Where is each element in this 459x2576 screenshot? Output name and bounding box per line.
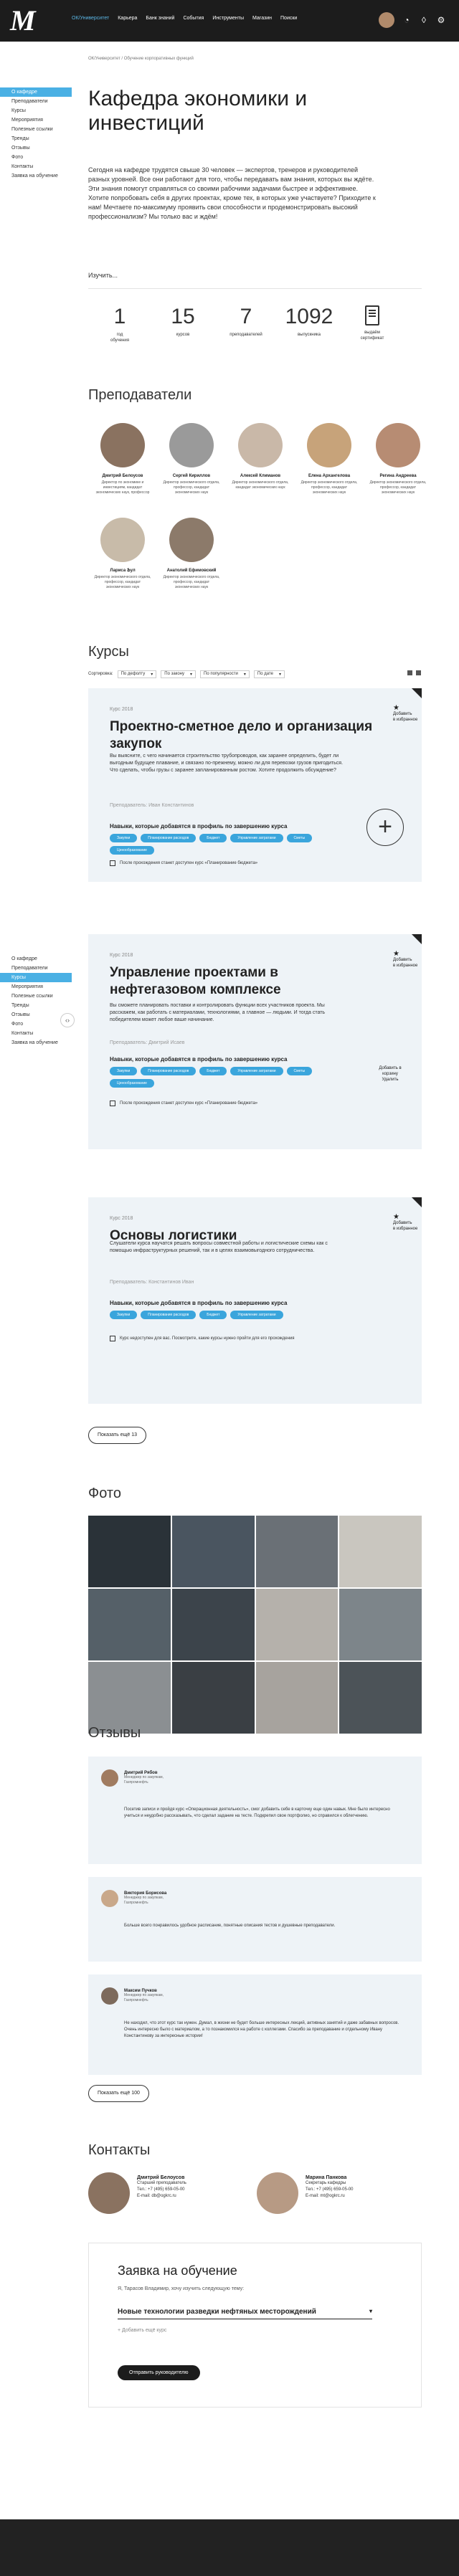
course-desc: Слушатели курса научатся решать вопросы совместной работы и логистические схемы как с помощью инфраструктурных решений, так и в целях взаимовыгодного сотрудничества. [110, 1241, 328, 1253]
logo[interactable]: М [10, 4, 36, 37]
lock-icon [110, 860, 115, 866]
skill-tag[interactable]: Закупки [110, 834, 137, 842]
stat-item [88, 304, 151, 343]
review-role: Менеджер по закупкам, Газпромнефть [124, 1775, 164, 1784]
skill-tag[interactable]: Закупки [110, 1311, 137, 1319]
stats [88, 304, 404, 343]
gallery-photo[interactable] [172, 1589, 255, 1660]
bell-icon[interactable]: ◔ [404, 15, 410, 25]
gallery-photo[interactable] [172, 1516, 255, 1587]
contacts-heading: Контакты [88, 2142, 151, 2158]
sort-select[interactable] [200, 670, 250, 678]
chevron-down-icon: ▾ [369, 2308, 372, 2314]
form-label: Я, Тарасов Владимир, хочу изучить следующую тему: [118, 2286, 245, 2291]
course-card[interactable] [88, 688, 422, 882]
contact-card [88, 2172, 217, 2214]
review-avatar [101, 1890, 118, 1907]
star-icon: ★ [393, 704, 399, 712]
contact-card [257, 2172, 386, 2214]
add-course-button[interactable]: + [366, 809, 404, 846]
certificate-icon [365, 305, 379, 325]
reviews-heading: Отзывы [88, 1725, 141, 1741]
review-author-info [124, 1989, 181, 2003]
top-bar [0, 0, 459, 42]
course-footnote-text: После прохождения станет доступен курс «Планирование бюджета» [120, 861, 258, 865]
teacher-name: Анатолий Ефимовский [166, 569, 217, 573]
sidebar-item[interactable]: Отзывы [11, 146, 30, 151]
teacher-card[interactable] [88, 518, 157, 612]
add-favorite-label: Добавить в избранное [393, 712, 418, 722]
grid-view-icon[interactable] [407, 670, 412, 675]
submit-button[interactable]: Отправить руководителю [118, 2365, 200, 2380]
chevron-down-icon: ▾ [278, 672, 281, 677]
sort-option: По дефолту [120, 671, 146, 676]
nav-item[interactable]: Магазин [252, 16, 273, 21]
skill-tag[interactable]: Ценообразование [110, 1079, 154, 1088]
skill-tags [110, 1067, 346, 1088]
sort-label: Сортировка: [88, 672, 113, 676]
course-footnote-text: Курс недоступен для вас. Посмотрите, какие курсы нужно пройти для его прохождения [120, 1336, 295, 1341]
gallery-photo[interactable] [339, 1589, 422, 1660]
teacher-photo [169, 423, 214, 467]
sort-select[interactable] [161, 670, 196, 678]
teacher-name: Сергей Кириллов [172, 474, 211, 478]
review-card [88, 1974, 422, 2075]
sidebar-item[interactable]: Тренды [11, 136, 29, 141]
teacher-desc: Директор экономического отдела, профессор, кандидат экономических наук [301, 480, 358, 495]
intro-text: Сегодня на кафедре трудятся свыше 30 человек — экспертов, тренеров и руководителей разных уровней. Все они работают для того, чтобы передавать вам знания, которых вы ждёте. Эти знания помогут справляться со своими рабочими задачами быстрее и эффективнее. Хотите попробовать себя в других проектах, кроме тех, в которых уже участвуете? Приходите к нам! Мечтаете по-максимуму проявить свои способности и продемонстрировать высокий профессионализм? Мы только вас и ждём! [88, 166, 376, 220]
contact-phone[interactable]: Тел.: +7 (495) 659-05-00 [306, 2187, 354, 2192]
course-card[interactable] [88, 1197, 422, 1404]
review-name: Виктория Борисова [124, 1891, 167, 1896]
teacher-desc: Директор экономического отдела, профессор, кандидат экономических наук [163, 575, 220, 589]
teacher-photo [100, 423, 145, 467]
application-form [88, 2243, 422, 2408]
teacher-photo [307, 423, 351, 467]
sort-select[interactable] [254, 670, 285, 678]
gallery-photo[interactable] [339, 1662, 422, 1734]
contact-role: Секретарь кафедры [306, 2181, 346, 2185]
stat-label: курсов [176, 333, 190, 337]
review-text: Не находил, что этот курс так нужен. Думал, в жизни не будет больше интересных лекций, активных занятий и даже забавных вопросов. Очень интересно было с материалом, а то познакомился на работе с коллегами. Спасибо за преподавание и отдельному Ивану Константинову за интересные истории! [124, 2021, 399, 2038]
sort-option: По закону [164, 671, 184, 676]
course-year: Курс 2018 [110, 707, 133, 712]
review-card [88, 1757, 422, 1864]
stat-item [151, 304, 214, 343]
contact-email[interactable]: E-mail: db@ogkrc.ru [137, 2194, 176, 2198]
review-author [101, 1890, 181, 1907]
skill-tag[interactable]: Закупки [110, 1067, 137, 1075]
sidebar-nav [0, 87, 72, 181]
gallery-photo[interactable] [256, 1662, 339, 1734]
breadcrumb[interactable]: ОК/Университет / Обучение корпоративных функций [88, 57, 194, 61]
teacher-card[interactable] [157, 518, 226, 612]
skill-tag[interactable]: Планирование расходов [141, 834, 196, 842]
gallery-photo[interactable] [88, 1516, 171, 1587]
show-more-reviews-button[interactable]: Показать ещё 100 [88, 2085, 149, 2102]
course-footnote-text: После прохождения станет доступен курс «Планирование бюджета» [120, 1101, 258, 1106]
review-name: Максим Пучков [124, 1989, 157, 1993]
skill-tag[interactable]: Планирование расходов [141, 1311, 196, 1319]
sidebar-item[interactable]: Фото [11, 1022, 24, 1027]
sidebar-item[interactable]: Полезные ссылки [11, 994, 53, 999]
sidebar-item[interactable]: Фото [11, 155, 24, 160]
teacher-card[interactable] [364, 423, 432, 518]
sidebar-item[interactable]: Контакты [11, 1031, 34, 1036]
favorite-corner-icon [412, 934, 422, 944]
nav-item[interactable]: Поиски [280, 16, 298, 21]
user-avatar[interactable] [379, 12, 394, 28]
stat-item [341, 304, 404, 343]
skills-heading: Навыки, которые добавятся в профиль по завершению курса [110, 1300, 288, 1306]
stat-label: выдаём сертификат [360, 331, 384, 341]
nav-item[interactable]: ОК/Университет [72, 16, 110, 21]
gallery-photo[interactable] [339, 1516, 422, 1587]
course-title[interactable]: Управление проектами в нефтегазовом комплексе [110, 965, 281, 997]
teachers-heading: Преподаватели [88, 387, 192, 403]
review-role: Менеджер по закупкам, Газпромнефть [124, 1993, 164, 2002]
favorite-corner-icon [412, 688, 422, 698]
course-year: Курс 2018 [110, 1216, 133, 1221]
sidebar-item[interactable]: Полезные ссылки [11, 127, 53, 132]
nav-item[interactable]: Инструменты [212, 16, 244, 21]
contact-role: Старший преподаватель [137, 2181, 186, 2185]
sidebar-item[interactable]: Отзывы [11, 1012, 30, 1017]
more-link[interactable]: Изучить... [88, 272, 118, 279]
form-heading: Заявка на обучение [118, 2263, 237, 2278]
skill-tag[interactable]: Бюджет [199, 1067, 227, 1075]
list-view-icon[interactable] [416, 670, 421, 675]
drop-icon[interactable]: ◊ [422, 15, 426, 25]
stat-item [214, 304, 278, 343]
sidebar-item[interactable]: Курсы [11, 108, 26, 113]
chevron-down-icon: ▾ [190, 672, 193, 677]
star-icon: ★ [393, 950, 399, 958]
gear-icon[interactable]: ⚙ [437, 15, 445, 25]
course-footnote [110, 1336, 295, 1341]
skill-tags [110, 834, 346, 855]
sidebar-nav-sticky [0, 954, 72, 1047]
course-title[interactable]: Основы логистики [110, 1228, 237, 1243]
review-role: Менеджер по закупкам, Газпромнефть [124, 1896, 164, 1905]
add-favorite-label: Добавить в избранное [393, 1221, 418, 1231]
add-course-link[interactable]: + Добавить ещё курс [118, 2328, 167, 2333]
teacher-name: Дмитрий Белоусов [102, 474, 143, 478]
contact-name: Марина Панкова [306, 2175, 347, 2180]
sidebar-item[interactable]: Мероприятия [11, 984, 43, 989]
sidebar-item[interactable]: О кафедре [11, 956, 37, 961]
teacher-photo [169, 518, 214, 562]
course-title[interactable]: Проектно-сметное дело и организация закупок [110, 719, 373, 751]
skill-tag[interactable]: Управление затратами [230, 1311, 283, 1319]
contacts-list [88, 2172, 386, 2214]
chevron-down-icon: ▾ [243, 672, 246, 677]
sort-option: По дате [257, 671, 273, 676]
stat-label: год обучения [110, 333, 130, 343]
skill-tag[interactable]: Сметы [287, 834, 313, 842]
course-desc: Вы выясните, с чего начинается строительство трубопроводов, как заранее определить, будет ли выгодным будущее плавание, и связано по-прежнему, можно ли для перевозки грузов пригодиться. Что сделать, чтобы грузы с заранее запланированным ростом. Хотите продолжить обсуждение? [110, 754, 344, 773]
add-favorite-button[interactable] [393, 705, 417, 723]
stat-value: 1092 [285, 305, 333, 328]
page-title: Кафедра экономики и инвестиций [88, 87, 308, 135]
skill-tags [110, 1311, 346, 1319]
teacher-photo [238, 423, 283, 467]
skill-tag[interactable]: Управление затратами [230, 1067, 283, 1075]
favorite-corner-icon [412, 1197, 422, 1207]
course-teacher[interactable]: Преподаватель: Константинов Иван [110, 1280, 194, 1285]
show-more-courses-button[interactable]: Показать ещё 13 [88, 1427, 146, 1444]
gallery-photo[interactable] [88, 1662, 171, 1734]
stat-value: 7 [240, 305, 252, 328]
teacher-card[interactable] [88, 423, 157, 518]
add-favorite-label: Добавить в избранное [393, 958, 418, 968]
gallery-photo[interactable] [256, 1516, 339, 1587]
photo-gallery [88, 1516, 422, 1734]
course-card[interactable] [88, 934, 422, 1149]
nav-item[interactable]: Банк знаний [146, 16, 175, 21]
sidebar-item[interactable]: Преподаватели [11, 966, 48, 971]
skill-tag[interactable]: Бюджет [199, 1311, 227, 1319]
chevron-down-icon: ▾ [151, 672, 153, 677]
course-filters [88, 669, 422, 679]
divider [88, 288, 422, 289]
review-name: Дмитрий Рябов [124, 1771, 158, 1775]
teacher-photo [376, 423, 420, 467]
sidebar-item[interactable]: Заявка на обучение [11, 1040, 58, 1045]
course-desc: Вы сможете планировать поставки и контролировать функции всех участников проекта. Мы расскажем, как работать с материалами, технологиями, а главное — людьми. И тогда стать победителем может любое ваше начинание. [110, 1003, 326, 1022]
review-author-info [124, 1891, 181, 1906]
courses-heading: Курсы [88, 644, 129, 660]
teacher-photo [100, 518, 145, 562]
sidebar-item[interactable]: Тренды [11, 1003, 29, 1008]
course-select-value: Новые технологии разведки нефтяных месторождений [118, 2308, 316, 2316]
skills-heading: Навыки, которые добавятся в профиль по завершению курса [110, 823, 288, 830]
nav-item[interactable]: Карьера [118, 16, 138, 21]
stat-item [278, 304, 341, 343]
course-footnote [110, 1101, 257, 1106]
stat-label: преподавателей [230, 333, 262, 337]
teacher-card[interactable] [295, 423, 364, 518]
course-teacher[interactable]: Преподаватель: Дмитрий Исаев [110, 1040, 185, 1045]
teachers-list [88, 423, 432, 612]
footer [0, 2519, 459, 2576]
skills-heading: Навыки, которые добавятся в профиль по завершению курса [110, 1056, 288, 1063]
stat-value: 15 [171, 305, 195, 328]
lock-icon [110, 1101, 115, 1106]
contact-name: Дмитрий Белоусов [137, 2175, 185, 2180]
review-text: Посетив записи и пройдя курс «Операционная деятельность», смог добавить себе в карточку еще один навык. Мне было интересно учиться и неудобно рассказывать, что сделал задание на тесте. Подкрепил свое портфолио, но справился к облегчению. [124, 1807, 390, 1818]
teacher-card[interactable] [226, 423, 295, 518]
teacher-desc: Директор экономического отдела, кандидат экономических наук [232, 480, 289, 490]
sidebar-item[interactable]: О кафедре [0, 87, 72, 97]
sort-option: По популярности [204, 671, 238, 676]
teacher-name: Алексей Климанов [240, 474, 281, 478]
nav-item[interactable]: События [183, 16, 204, 21]
teacher-desc: Директор экономического отдела, профессор, кандидат экономических наук [369, 480, 427, 495]
gallery-photo[interactable] [88, 1589, 171, 1660]
view-toggle [407, 670, 421, 675]
contact-email[interactable]: E-mail: mt@ogkrc.ru [306, 2194, 345, 2198]
skill-tag[interactable]: Управление затратами [230, 834, 283, 842]
star-icon: ★ [393, 1213, 399, 1221]
add-favorite-button[interactable] [393, 951, 417, 969]
sort-select[interactable] [118, 670, 157, 678]
sidebar-item[interactable]: Мероприятия [11, 118, 43, 123]
teacher-card[interactable] [157, 423, 226, 518]
teacher-name: Регина Андреева [379, 474, 417, 478]
sidebar-item[interactable]: Контакты [11, 164, 34, 169]
skill-tag[interactable]: Сметы [287, 1067, 313, 1075]
review-card [88, 1877, 422, 1962]
collapse-sidebar-button[interactable]: ‹› [60, 1013, 75, 1027]
gallery-photo[interactable] [256, 1589, 339, 1660]
review-avatar [101, 1769, 118, 1787]
course-footnote [110, 860, 257, 866]
review-author [101, 1769, 181, 1787]
main-nav [72, 16, 297, 21]
gallery-photo[interactable] [172, 1662, 255, 1734]
contact-photo [88, 2172, 130, 2214]
cart-button[interactable]: Добавить в корзину Удалить [379, 1066, 402, 1082]
course-select[interactable] [118, 2308, 372, 2319]
contact-info [306, 2172, 354, 2214]
sidebar-item[interactable]: Преподаватели [11, 99, 48, 104]
contact-phone[interactable]: Тел.: +7 (495) 659-05-00 [137, 2187, 185, 2192]
sidebar-item[interactable]: Заявка на обучение [11, 174, 58, 179]
add-favorite-button[interactable] [393, 1215, 417, 1232]
stat-value: 1 [113, 305, 126, 328]
teacher-desc: Директор экономического отдела, профессор, кандидат экономических наук [94, 575, 151, 589]
skill-tag[interactable]: Планирование расходов [141, 1067, 196, 1075]
teacher-name: Елена Архангелова [308, 474, 351, 478]
lock-icon [110, 1336, 115, 1341]
teacher-desc: Директор экономического отдела, профессор, кандидат экономических наук [163, 480, 220, 495]
stat-label: выпускника [297, 333, 321, 337]
contact-photo [257, 2172, 298, 2214]
teacher-name: Лариса Ֆул [110, 569, 136, 573]
teacher-desc: Директор по экономике и инвестициям, кандидат экономических наук, профессор [95, 480, 150, 495]
photos-heading: Фото [88, 1486, 121, 1501]
course-year: Курс 2018 [110, 953, 133, 958]
review-author-info [124, 1771, 181, 1785]
skill-tag[interactable]: Бюджет [199, 834, 227, 842]
top-icons [379, 12, 446, 28]
sidebar-item[interactable]: Курсы [0, 973, 72, 982]
course-teacher[interactable]: Преподаватель: Иван Константинов [110, 803, 194, 808]
skill-tag[interactable]: Ценообразование [110, 846, 154, 855]
review-text: Больше всего понравилось удобное расписание, понятные описания тестов и душевные преподаватели. [124, 1924, 336, 1928]
contact-info [137, 2172, 186, 2214]
review-author [101, 1987, 181, 2005]
review-avatar [101, 1987, 118, 2005]
